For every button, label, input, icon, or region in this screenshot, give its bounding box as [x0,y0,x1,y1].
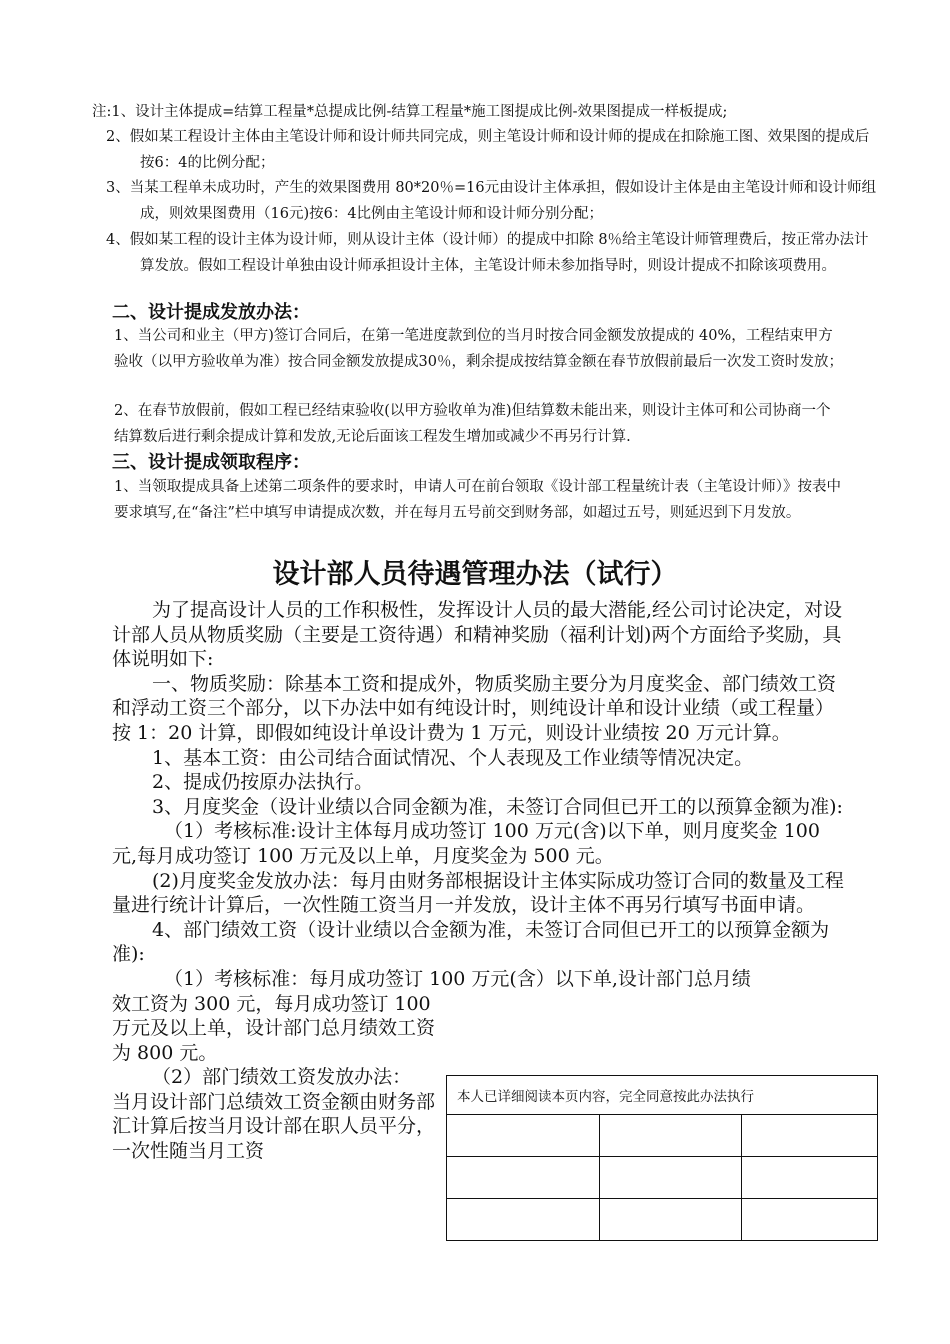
monthly-bonus-standard: （1）考核标准:设计主体每月成功签订 100 万元(含)以下单，则月度奖金 100 元,每月成功签订 100 万元及以上单，月度奖金为 500 元。 [112,820,820,867]
signature-cell[interactable] [742,1157,878,1199]
note-4: 4、假如某工程的设计主体为设计师，则从设计主体（设计师）的提成中扣除 8％给主笔设计师管理费后，按正常办法计算发放。假如工程设计单独由设计师承担设计主体，主笔设计师未参加指导时，则设计提成不扣除该项费用。 [106,232,869,274]
signature-table-caption: 本人已详细阅读本页内容，完全同意按此办法执行 [447,1076,878,1115]
signature-cell[interactable] [600,1199,742,1241]
signature-cell[interactable] [742,1115,878,1157]
document-title: 设计部人员待遇管理办法（试行） [272,559,678,590]
signature-cell[interactable] [447,1115,600,1157]
note-1: 注:1、设计主体提成=结算工程量*总提成比例-结算工程量*施工图提成比例-效果图提成一样板提成; [92,104,728,120]
commission-paragraph: 2、提成仍按原办法执行。 [152,771,374,794]
base-salary-paragraph: 1、基本工资：由公司结合面试情况、个人表现及工作业绩等情况决定。 [152,746,754,769]
signature-table [446,1075,878,1241]
section-3-heading: 三、设计提成领取程序： [112,452,310,473]
section-3-item-1: 1、当领取提成具备上述第二项条件的要求时，申请人可在前台领取《设计部工程量统计表（主笔设计师）》按表中要求填写,在“备注”栏中填写申请提成次数，并在每月五号前交到财务部，如超过五号，则延迟到下月发放。 [114,479,841,521]
section-2-item-1: 1、当公司和业主（甲方)签订合同后，在第一笔进度款到位的当月时按合同金额发放提成的 40%，工程结束甲方验收（以甲方验收单为准）按合同金额发放提成30％，剩余提成按结算金额在春节放假前最后一次发工资时发放； [114,328,843,370]
dept-performance-standard: （1）考核标准：每月成功签订 100 万元(含）以下单,设计部门总月绩 [164,967,751,990]
signature-cell[interactable] [447,1199,600,1241]
dept-performance-standard-cont: 效工资为 300 元，每月成功签订 100 万元及以上单，设计部门总月绩效工资为 800 元。 [112,992,436,1064]
material-reward-paragraph: 一、物质奖励：除基本工资和提成外，物质奖励主要分为月度奖金、部门绩效工资和浮动工资三个部分，以下办法中如有纯设计时，则纯设计单和设计业绩（或工程量）按 1：20 计算，即假如纯设计单设计费为 1 万元，则设计业绩按 20 万元计算。 [112,672,837,744]
dept-performance-method: （2）部门绩效工资发放办法： [152,1066,412,1089]
monthly-bonus-method: (2)月度奖金发放办法：每月由财务部根据设计主体实际成功签订合同的数量及工程量进行统计计算后，一次性随工资当月一并发放，设计主体不再另行填写书面申请。 [112,869,844,917]
note-3: 3、当某工程单未成功时，产生的效果图费用 80*20％=16元由设计主体承担，假如设计主体是由主笔设计师和设计师组成，则效果图费用（16元)按6：4比例由主笔设计师和设计师分别分配； [106,180,877,222]
section-2-heading: 二、设计提成发放办法： [112,302,310,323]
signature-cell[interactable] [600,1157,742,1199]
signature-cell[interactable] [742,1199,878,1241]
monthly-bonus-paragraph: 3、月度奖金（设计业绩以合同金额为准，未签订合同但已开工的以预算金额为准): [152,795,843,818]
section-2-item-2: 2、在春节放假前，假如工程已经结束验收(以甲方验收单为准)但结算数未能出来，则设计主体可和公司协商一个结算数后进行剩余提成计算和发放,无论后面该工程发生增加或减少不再另行计算. [114,403,831,445]
signature-cell[interactable] [600,1115,742,1157]
dept-performance-paragraph: 4、部门绩效工资（设计业绩以合金额为准，未签订合同但已开工的以预算金额为准): [112,918,830,966]
dept-performance-method-cont: 当月设计部门总绩效工资金额由财务部汇计算后按当月设计部在职人员平分，一次性随当月工资 [112,1090,436,1163]
note-2: 2、假如某工程设计主体由主笔设计师和设计师共同完成，则主笔设计师和设计师的提成在扣除施工图、效果图的提成后按6：4的比例分配； [106,129,870,171]
intro-paragraph: 为了提高设计人员的工作积极性，发挥设计人员的最大潜能,经公司讨论决定，对设计部人员从物质奖励（主要是工资待遇）和精神奖励（福利计划)两个方面给予奖励，具体说明如下: [112,599,843,671]
signature-cell[interactable] [447,1157,600,1199]
